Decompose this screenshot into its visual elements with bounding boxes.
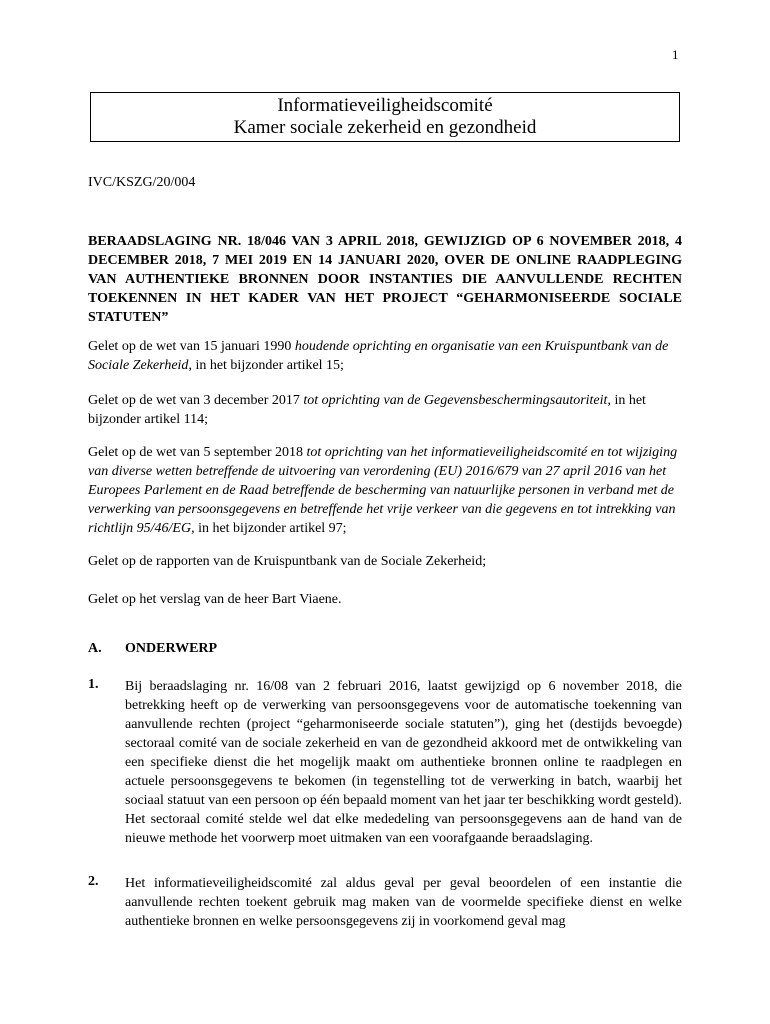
paragraph-4: Gelet op de rapporten van de Kruispuntbank van de Sociale Zekerheid;	[88, 554, 487, 569]
deliberation-heading: BERAADSLAGING NR. 18/046 VAN 3 APRIL 2018, GEWIJZIGD OP 6 NOVEMBER 2018, 4 DECEMBER 2018, 7 MEI 2019 EN 14 JANUARI 2020, OVER DE ONLINE RAADPLEGING VAN AUTHENTIEKE BRONNEN DOOR INSTANTIES DIE AANVULLENDE RECHTEN TOEKENNEN IN HET KADER VAN HET PROJECT “GEHARMONISEERDE SOCIALE STATUTEN”	[88, 234, 682, 325]
p1-tail: , in het bijzonder artikel 15;	[188, 358, 344, 373]
title-box	[90, 92, 680, 142]
item-2-number: 2.	[88, 874, 99, 889]
p2-italic: tot oprichting van de Gegevensbeschermingsautoriteit	[303, 393, 608, 408]
paragraph-2	[88, 391, 682, 429]
title-line-2: Kamer sociale zekerheid en gezondheid	[233, 117, 537, 138]
section-a-heading	[88, 641, 218, 657]
p2-text: Gelet op de wet van 3 december 2017	[88, 393, 304, 408]
item-2-text: Het informatieveiligheidscomité zal aldus geval per geval beoordelen of een instantie die aanvullende rechten toekent gebruik mag maken van de voormelde specifieke dienst en welke authentieke bronnen en welke persoonsgegevens zij in voorkomend geval mag	[125, 876, 682, 929]
item-1-text: Bij beraadslaging nr. 16/08 van 2 februari 2016, laatst gewijzigd op 6 november 2018, die betrekking heeft op de verwerking van persoonsgegevens voor de automatische toekenning van aanvullende rechten (project “geharmoniseerde sociale statuten”), ging het (destijds bevoegde) sectoraal comité van de sociale zekerheid en van de gezondheid akkoord met de ontwikkeling van een specifieke dienst die het mogelijk maakt om authentieke bronnen online te raadplegen en actuele persoonsgegevens te bekomen (in tegenstelling tot de verwerking in batch, waarbij het sociaal statuut van een persoon op één bepaald moment van het jaar ter beschikking wordt gesteld). Het sectoraal comité stelde wel dat elke mededeling van persoonsgegevens aan de hand van de nieuwe methode het voorwerp moet uitmaken van een voorafgaande beraadslaging.	[125, 679, 682, 846]
paragraph-3	[88, 443, 682, 538]
document-reference: IVC/KSZG/20/004	[88, 175, 196, 190]
paragraph-5: Gelet op het verslag van de heer Bart Viaene.	[88, 592, 342, 607]
p3-italic: tot oprichting van het informatieveiligheidscomité en tot wijziging van diverse wetten betreffende de uitvoering van verordening (EU) 2016/679 van 27 april 2016 van het Europees Parlement en de Raad betreffende de bescherming van natuurlijke personen in verband met de verwerking van persoonsgegevens en betreffende het vrije verkeer van die gegevens en tot intrekking van richtlijn 95/46/EG	[88, 445, 678, 536]
title-line-1: Informatieveiligheidscomité	[277, 95, 493, 116]
p1-text: Gelet op de wet van 15 januari 1990	[88, 339, 295, 354]
p2-tail: , in het bijzonder artikel 114;	[88, 393, 646, 427]
p3-text: Gelet op de wet van 5 september 2018	[88, 445, 307, 460]
p3-tail: , in het bijzonder artikel 97;	[191, 521, 347, 536]
page-number: 1	[672, 47, 679, 62]
item-1-number: 1.	[88, 677, 99, 692]
paragraph-1	[88, 337, 682, 375]
section-a-label: A.	[88, 641, 102, 656]
p1-italic: houdende oprichting en organisatie van een Kruispuntbank van de Sociale Zekerheid	[88, 339, 669, 373]
section-a-title: ONDERWERP	[125, 641, 218, 656]
